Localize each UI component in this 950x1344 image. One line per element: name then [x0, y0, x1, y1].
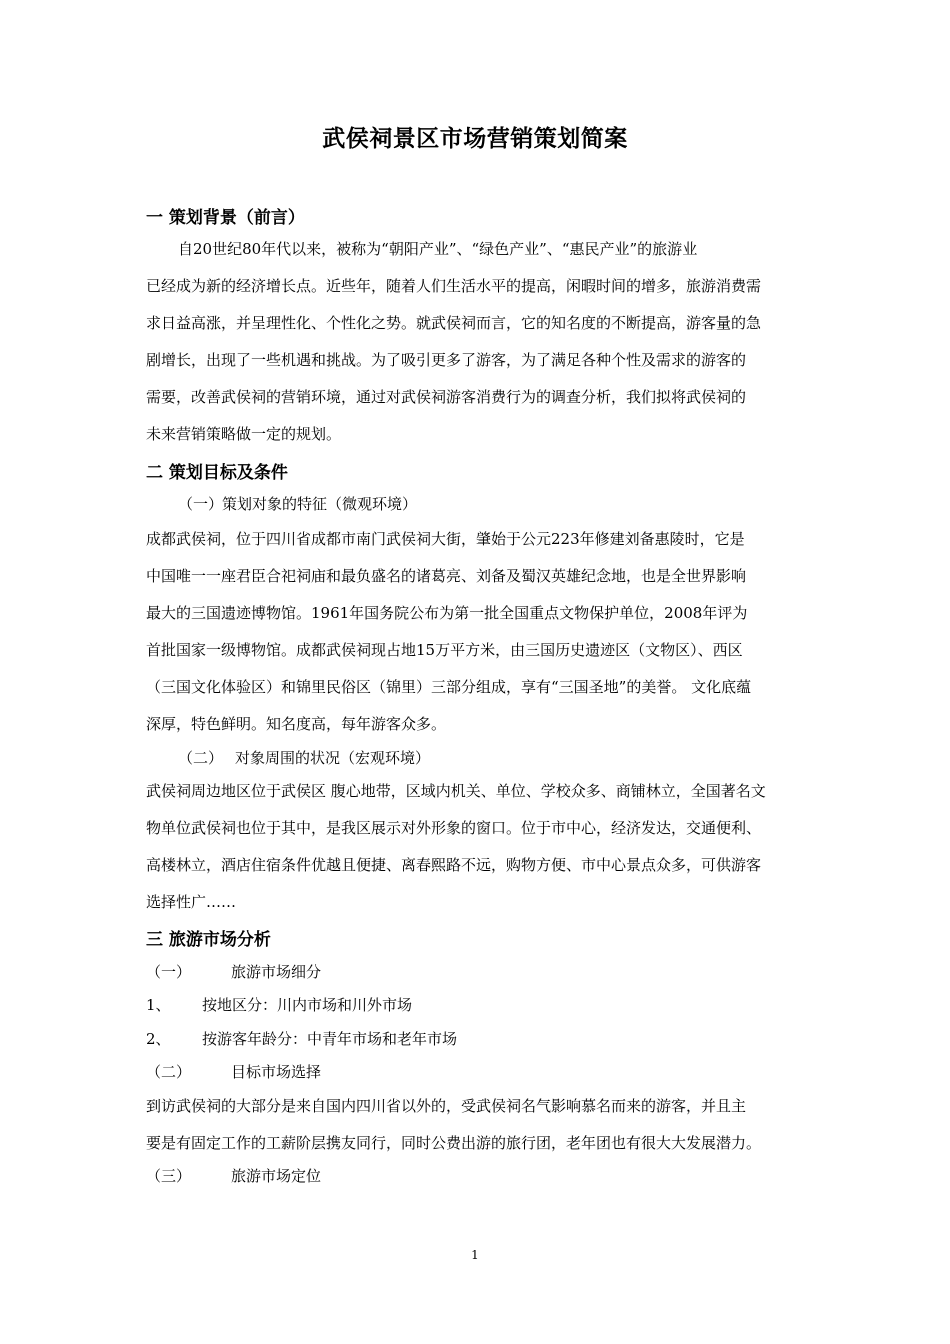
- page-number: 1: [471, 1248, 479, 1262]
- list-item-label: 按游客年龄分：中青年市场和老年市场: [202, 1030, 458, 1048]
- section-heading-3: 三 旅游市场分析: [146, 930, 271, 950]
- paragraph-line: 深厚，特色鲜明。知名度高，每年游客众多。: [146, 715, 447, 733]
- paragraph-line: 成都武侯祠，位于四川省成都市南门武侯祠大街，肇始于公元223年修建刘备惠陵时，它是: [146, 530, 745, 548]
- paragraph-line: 需要，改善武侯祠的营销环境，通过对武侯祠游客消费行为的调查分析，我们拟将武侯祠的: [146, 388, 747, 406]
- paragraph-line: 到访武侯祠的大部分是来自国内四川省以外的，受武侯祠名气影响慕名而来的游客，并且主: [146, 1097, 747, 1115]
- subsection-number: （一）: [146, 963, 192, 981]
- paragraph-line: 首批国家一级博物馆。成都武侯祠现占地15万平方米，由三国历史遗迹区（文物区）、西区: [146, 641, 743, 659]
- paragraph-line: 剧增长，出现了一些机遇和挑战。为了吸引更多了游客，为了满足各种个性及需求的游客的: [146, 351, 747, 369]
- section-heading-1: 一 策划背景（前言）: [146, 208, 305, 228]
- paragraph-line: 自20世纪80年代以来，被称为“朝阳产业”、“绿色产业”、“惠民产业”的旅游业: [178, 240, 698, 258]
- section-heading-2: 二 策划目标及条件: [146, 463, 288, 483]
- document-title: 武侯祠景区市场营销策划简案: [322, 126, 628, 152]
- subsection-number: （二）: [178, 749, 224, 767]
- subsection-label: 旅游市场定位: [231, 1167, 322, 1185]
- paragraph-line: 武侯祠周边地区位于武侯区 腹心地带，区域内机关、单位、学校众多、商铺林立，全国著名文: [146, 782, 766, 800]
- list-item-number: 1、: [146, 996, 171, 1014]
- paragraph-line: 选择性广……: [146, 893, 237, 911]
- list-item-number: 2、: [146, 1030, 171, 1048]
- paragraph-line: 高楼林立，酒店住宿条件优越且便捷、离春熙路不远，购物方便、市中心景点众多，可供游客: [146, 856, 762, 874]
- paragraph-line: 已经成为新的经济增长点。近些年，随着人们生活水平的提高，闲暇时间的增多，旅游消费需: [146, 277, 762, 295]
- subsection-label: 策划对象的特征（微观环境）: [222, 495, 418, 513]
- paragraph-line: 求日益高涨，并呈理性化、个性化之势。就武侯祠而言，它的知名度的不断提高，游客量的急: [146, 314, 762, 332]
- subsection-number: （三）: [146, 1167, 192, 1185]
- subsection-label: 对象周围的状况（宏观环境）: [235, 749, 431, 767]
- subsection-number: （二）: [146, 1063, 192, 1081]
- paragraph-line: 要是有固定工作的工薪阶层携友同行，同时公费出游的旅行团，老年团也有很大大发展潜力。: [146, 1134, 762, 1152]
- paragraph-line: （三国文化体验区）和锦里民俗区（锦里）三部分组成，享有“三国圣地”的美誉。 文化底蕴: [146, 678, 752, 696]
- paragraph-line: 物单位武侯祠也位于其中，是我区展示对外形象的窗口。位于市中心，经济发达，交通便利、: [146, 819, 762, 837]
- subsection-number: （一）: [178, 495, 224, 513]
- list-item-label: 按地区分：川内市场和川外市场: [202, 996, 413, 1014]
- subsection-label: 目标市场选择: [231, 1063, 322, 1081]
- paragraph-line: 最大的三国遗迹博物馆。1961年国务院公布为第一批全国重点文物保护单位，2008年评为: [146, 604, 748, 622]
- subsection-label: 旅游市场细分: [231, 963, 322, 981]
- paragraph-line: 中国唯一一座君臣合祀祠庙和最负盛名的诸葛亮、刘备及蜀汉英雄纪念地，也是全世界影响: [146, 567, 747, 585]
- paragraph-line: 未来营销策略做一定的规划。: [146, 425, 342, 443]
